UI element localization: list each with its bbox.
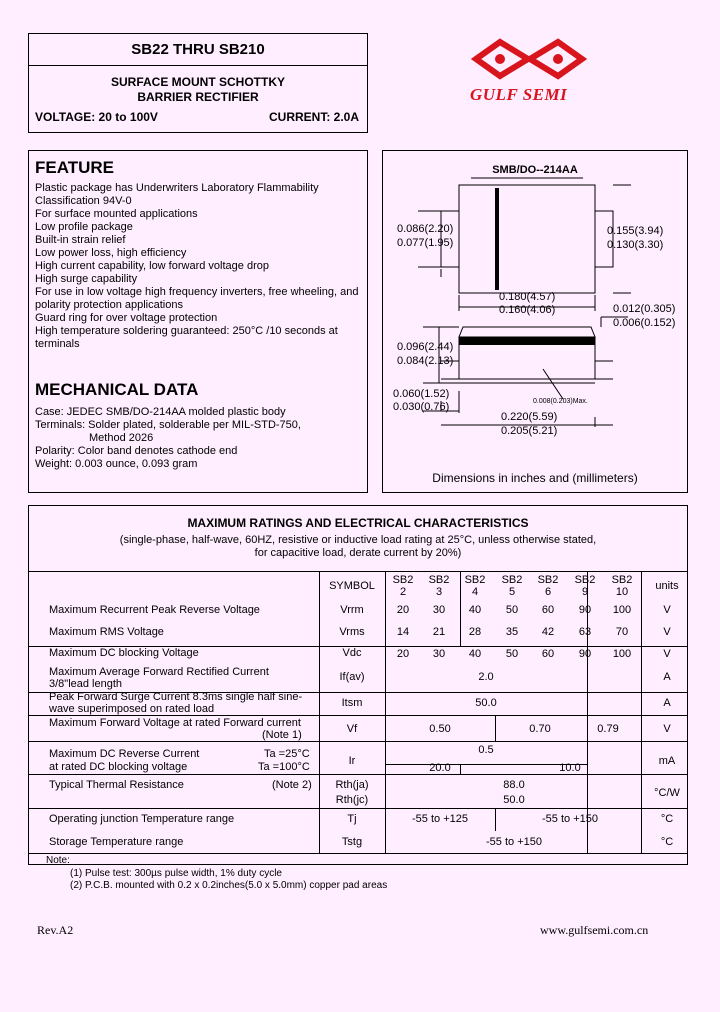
dim-total-2: 0.205(5.21) xyxy=(501,425,558,437)
dim-small: 0.008(0.203)Max. xyxy=(533,398,588,405)
dim-lead-2: 0.006(0.152) xyxy=(613,317,676,329)
tj-unit: °C xyxy=(660,813,674,825)
dim-height-2: 0.084(2.13) xyxy=(397,355,454,367)
vdc-value: 50 xyxy=(505,648,519,660)
vdc-value: 40 xyxy=(468,648,482,660)
feature-item: terminals xyxy=(35,338,80,350)
tstg-unit: °C xyxy=(660,836,674,848)
vrrm-label: Maximum Recurrent Peak Reverse Voltage xyxy=(49,604,260,616)
feature-title: FEATURE xyxy=(35,158,115,177)
vrms-value: 21 xyxy=(432,626,446,638)
dim-right-top-1: 0.155(3.94) xyxy=(607,225,664,237)
dim-left-top-2: 0.077(1.95) xyxy=(397,237,454,249)
tstg-value: -55 to +150 xyxy=(486,836,542,848)
ifav-label-2: 3/8"lead length xyxy=(49,678,123,690)
feature-item: Low power loss, high efficiency xyxy=(35,247,187,259)
ifav-symbol: If(av) xyxy=(339,671,365,683)
ir-unit: mA xyxy=(658,755,676,767)
tj-value-1: -55 to +125 xyxy=(412,813,468,825)
column-header-bottom: 2 xyxy=(399,586,407,598)
dim-total-1: 0.220(5.59) xyxy=(501,411,558,423)
feature-item: Low profile package xyxy=(35,221,133,233)
subtitle-line2: BARRIER RECTIFIER xyxy=(137,90,259,104)
ir-cond-25: Ta =25°C xyxy=(264,748,310,760)
ir-value-25: 0.5 xyxy=(478,744,494,756)
ir-symbol: Ir xyxy=(348,755,356,767)
vrrm-unit: V xyxy=(663,604,671,616)
vf-symbol: Vf xyxy=(346,723,358,735)
package-drawing-section xyxy=(382,150,688,493)
mechanical-item: Polarity: Color band denotes cathode end xyxy=(35,445,238,457)
ifav-label-1: Maximum Average Forward Rectified Current xyxy=(49,666,269,678)
rth-unit: °C/W xyxy=(654,787,680,799)
ifav-value: 2.0 xyxy=(478,671,494,683)
dim-left-top-1: 0.086(2.20) xyxy=(397,223,454,235)
dim-height-1: 0.096(2.44) xyxy=(397,341,454,353)
ir-value-100b: 10.0 xyxy=(559,762,581,774)
gulf-semi-logo xyxy=(462,36,596,106)
note-2: (2) P.C.B. mounted with 0.2 x 0.2inches(5.0 x 5.0mm) copper pad areas xyxy=(70,880,388,891)
column-header-top: SB2 xyxy=(611,574,633,586)
column-header-top: SB2 xyxy=(392,574,414,586)
subtitle-line1: SURFACE MOUNT SCHOTTKY xyxy=(111,75,285,89)
vrms-value: 63 xyxy=(578,626,592,638)
package-title: SMB/DO--214AA xyxy=(492,164,578,176)
logo-mark-icon xyxy=(462,36,596,82)
column-header-top: SB2 xyxy=(428,574,450,586)
voltage-spec: VOLTAGE: 20 to 100V xyxy=(35,110,158,124)
rth-symbol-ja: Rth(ja) xyxy=(335,779,369,791)
vrrm-value: 50 xyxy=(505,604,519,616)
column-header-bottom: 9 xyxy=(581,586,589,598)
part-range-title: SB22 THRU SB210 xyxy=(131,41,265,58)
dim-lead-1: 0.012(0.305) xyxy=(613,303,676,315)
vf-value-2: 0.70 xyxy=(529,723,551,735)
vf-value-1: 0.50 xyxy=(429,723,451,735)
ifsm-value: 50.0 xyxy=(475,697,497,709)
vdc-value: 30 xyxy=(432,648,446,660)
feature-item: High temperature soldering guaranteed: 250°C /10 seconds at xyxy=(35,325,338,337)
feature-item: Guard ring for over voltage protection xyxy=(35,312,218,324)
vrms-value: 35 xyxy=(505,626,519,638)
feature-item: Classification 94V-0 xyxy=(35,195,132,207)
dim-width-1: 0.180(4.57) xyxy=(499,291,556,303)
vdc-value: 20 xyxy=(396,648,410,660)
column-header-bottom: 4 xyxy=(471,586,479,598)
ifsm-unit: A xyxy=(663,697,671,709)
vf-label-2: (Note 1) xyxy=(262,729,302,741)
dimensions-caption: Dimensions in inches and (millimeters) xyxy=(432,471,638,485)
vrrm-value: 60 xyxy=(541,604,555,616)
rth-value-jc: 50.0 xyxy=(503,794,525,806)
feature-item: For surface mounted applications xyxy=(35,208,198,220)
ir-label-1: Maximum DC Reverse Current xyxy=(49,748,200,760)
ifsm-symbol: Itsm xyxy=(341,697,363,709)
vrms-unit: V xyxy=(663,626,671,638)
vrrm-value: 20 xyxy=(396,604,410,616)
mechanical-title: MECHANICAL DATA xyxy=(35,380,199,399)
mechanical-item: Weight: 0.003 ounce, 0.093 gram xyxy=(35,458,198,470)
vdc-value: 60 xyxy=(541,648,555,660)
vdc-value: 90 xyxy=(578,648,592,660)
revision-label: Rev.A2 xyxy=(37,923,74,937)
mechanical-item: Method 2026 xyxy=(89,432,154,444)
vdc-symbol: Vdc xyxy=(342,647,362,659)
column-header-top: SB2 xyxy=(464,574,486,586)
rth-symbol-jc: Rth(jc) xyxy=(335,794,369,806)
vrrm-value: 90 xyxy=(578,604,592,616)
column-header-bottom: 10 xyxy=(615,586,629,598)
column-header-top: SB2 xyxy=(574,574,596,586)
vrms-value: 28 xyxy=(468,626,482,638)
dim-right-top-2: 0.130(3.30) xyxy=(607,239,664,251)
feature-item: Plastic package has Underwriters Laboratory Flammability xyxy=(35,182,319,194)
rth-value-ja: 88.0 xyxy=(503,779,525,791)
ir-value-100a: 20.0 xyxy=(429,762,451,774)
vrrm-value: 100 xyxy=(612,604,632,616)
ir-cond-100: Ta =100°C xyxy=(258,761,310,773)
current-spec: CURRENT: 2.0A xyxy=(268,110,359,124)
vrrm-value: 30 xyxy=(432,604,446,616)
vrms-value: 42 xyxy=(541,626,555,638)
vrms-label: Maximum RMS Voltage xyxy=(49,626,164,638)
column-header-top: SB2 xyxy=(537,574,559,586)
mechanical-list xyxy=(35,406,361,471)
column-header-top: SB2 xyxy=(501,574,523,586)
tj-symbol: Tj xyxy=(347,813,357,825)
mechanical-item: Terminals: Solder plated, solderable per MIL-STD-750, xyxy=(35,419,301,431)
mechanical-item: Case: JEDEC SMB/DO-214AA molded plastic body xyxy=(35,406,286,418)
vdc-label: Maximum DC blocking Voltage xyxy=(49,647,199,659)
ratings-table xyxy=(28,505,688,865)
website-link[interactable]: www.gulfsemi.com.cn xyxy=(540,923,649,937)
rth-label: Typical Thermal Resistance xyxy=(49,779,184,791)
vrms-symbol: Vrms xyxy=(339,626,365,638)
tj-label: Operating junction Temperature range xyxy=(49,813,235,825)
vf-label-1: Maximum Forward Voltage at rated Forward current xyxy=(49,717,301,729)
symbol-header: SYMBOL xyxy=(329,580,375,592)
feature-item: Built-in strain relief xyxy=(35,234,126,246)
vf-unit: V xyxy=(663,723,671,735)
vf-value-3: 0.79 xyxy=(597,723,619,735)
feature-item: High current capability, low forward voltage drop xyxy=(35,260,269,272)
dim-foot-1: 0.060(1.52) xyxy=(393,388,450,400)
rth-note: (Note 2) xyxy=(272,779,312,791)
ifsm-label-1: Peak Forward Surge Current 8.3ms single half sine- xyxy=(49,691,303,703)
ratings-note-line1: (single-phase, half-wave, 60HZ, resistive or inductive load rating at 25°C, unless otherwise stated, xyxy=(119,534,597,546)
vrrm-value: 40 xyxy=(468,604,482,616)
ifav-unit: A xyxy=(663,671,671,683)
feature-item: For use in low voltage high frequency inverters, free wheeling, and xyxy=(35,286,359,298)
units-header: units xyxy=(655,580,679,592)
vrms-value: 70 xyxy=(615,626,629,638)
ratings-title: MAXIMUM RATINGS AND ELECTRICAL CHARACTERISTICS xyxy=(187,516,529,530)
vdc-unit: V xyxy=(663,648,671,660)
vrms-value: 14 xyxy=(396,626,410,638)
dim-width-2: 0.160(4.06) xyxy=(499,304,556,316)
feature-section xyxy=(28,150,368,493)
logo-text: GULF SEMI xyxy=(470,85,568,104)
feature-item: polarity protection applications xyxy=(35,299,183,311)
dim-foot-2: 0.030(0.76) xyxy=(393,401,450,413)
notes-heading: Note: xyxy=(46,855,70,866)
header-title-box xyxy=(28,33,368,133)
tstg-symbol: Tstg xyxy=(341,836,363,848)
feature-item: High surge capability xyxy=(35,273,138,285)
column-header-bottom: 3 xyxy=(435,586,443,598)
ratings-note-line2: for capacitive load, derate current by 20%) xyxy=(254,547,462,559)
note-1: (1) Pulse test: 300µs pulse width, 1% duty cycle xyxy=(70,868,282,879)
vrrm-symbol: Vrrm xyxy=(340,604,364,616)
ir-label-2: at rated DC blocking voltage xyxy=(49,761,188,773)
ifsm-label-2: wave superimposed on rated load xyxy=(49,703,215,715)
tstg-label: Storage Temperature range xyxy=(49,836,184,848)
feature-list xyxy=(35,182,361,351)
vdc-value: 100 xyxy=(612,648,632,660)
tj-value-2: -55 to +150 xyxy=(542,813,598,825)
column-header-bottom: 5 xyxy=(508,586,516,598)
column-header-bottom: 6 xyxy=(544,586,552,598)
